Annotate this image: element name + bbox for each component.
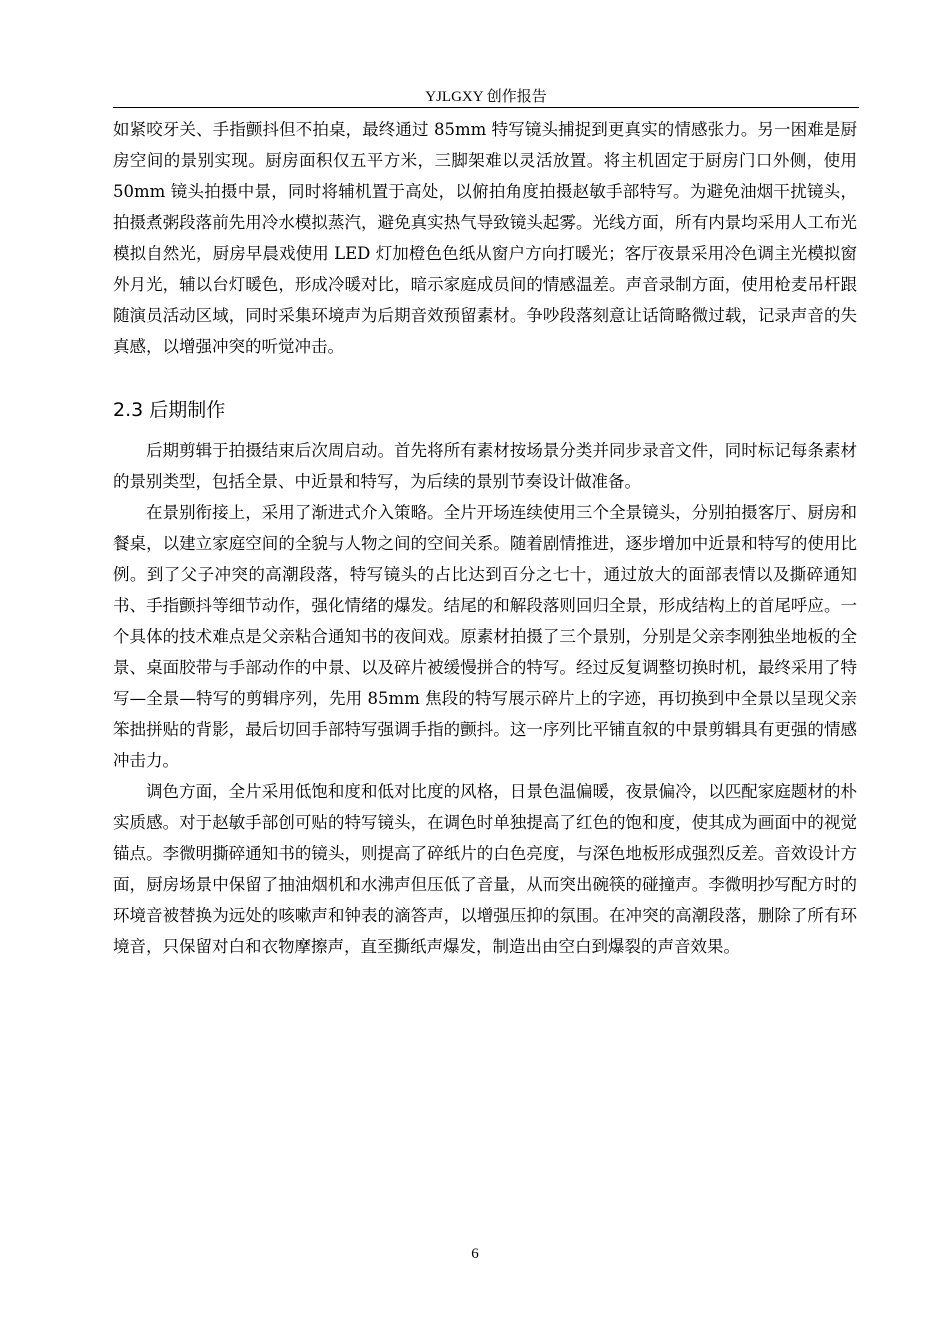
body-paragraph: 调色方面，全片采用低饱和度和低对比度的风格，日景色温偏暖，夜景偏冷，以匹配家庭题材的朴实质感。对于赵敏手部创可贴的特写镜头，在调色时单独提高了红色的饱和度，使其成为画面中的视觉锚点。李微明撕碎通知书的镜头，则提高了碎纸片的白色亮度，与深色地板形成强烈反差。音效设计方面，厨房场景中保留了抽油烟机和水沸声但压低了音量，从而突出碗筷的碰撞声。李微明抄写配方时的环境音被替换为远处的咳嗽声和钟表的滴答声，以增强压抑的氛围。在冲突的高潮段落，删除了所有环境音，只保留对白和衣物摩擦声，直至撕纸声爆发，制造出由空白到爆裂的声音效果。 bbox=[113, 782, 857, 956]
section-heading: 2.3 后期制作 bbox=[113, 399, 226, 421]
body-paragraph: 在景别衔接上，采用了渐进式介入策略。全片开场连续使用三个全景镜头，分别拍摄客厅、厨房和餐桌，以建立家庭空间的全貌与人物之间的空间关系。随着剧情推进，逐步增加中近景和特写的使用比例。到了父子冲突的高潮段落，特写镜头的占比达到百分之七十，通过放大的面部表情以及撕碎通知书、手指颤抖等细节动作，强化情绪的爆发。结尾的和解段落则回归全景，形成结构上的首尾呼应。一个具体的技术难点是父亲粘合通知书的夜间戏。原素材拍摄了三个景别，分别是父亲李刚独坐地板的全景、桌面胶带与手部动作的中景、以及碎片被缓慢拼合的特写。经过反复调整切换时机，最终采用了特写—全景—特写的剪辑序列，先用 85mm 焦段的特写展示碎片上的字迹，再切换到中全景以呈现父亲笨拙拼贴的背影，最后切回手部特写强调手指的颤抖。这一序列比平铺直叙的中景剪辑具有更强的情感冲击力。 bbox=[113, 503, 857, 770]
page-number: 6 bbox=[471, 1246, 479, 1262]
page-header: YJLGXY 创作报告 bbox=[425, 89, 547, 105]
header-rule bbox=[113, 107, 859, 108]
body-paragraph: 后期剪辑于拍摄结束后次周启动。首先将所有素材按场景分类并同步录音文件，同时标记每条素材的景别类型，包括全景、中近景和特写，为后续的景别节奏设计做准备。 bbox=[113, 441, 857, 491]
continued-paragraph: 如紧咬牙关、手指颤抖但不拍桌，最终通过 85mm 特写镜头捕捉到更真实的情感张力。另一困难是厨房空间的景别实现。厨房面积仅五平方米，三脚架难以灵活放置。将主机固定于厨房门口外侧，使用 50mm 镜头拍摄中景，同时将辅机置于高处，以俯拍角度拍摄赵敏手部特写。为避免油烟干扰镜头，拍摄煮粥段落前先用冷水模拟蒸汽，避免真实热气导致镜头起雾。光线方面，所有内景均采用人工布光模拟自然光，厨房早晨戏使用 LED 灯加橙色色纸从窗户方向打暖光；客厅夜景采用冷色调主光模拟窗外月光，辅以台灯暖色，形成冷暖对比，暗示家庭成员间的情感温差。声音录制方面，使用枪麦吊杆跟随演员活动区域，同时采集环境声为后期音效预留素材。争吵段落刻意让话筒略微过载，记录声音的失真感，以增强冲突的听觉冲击。 bbox=[113, 120, 857, 356]
page-body bbox=[113, 114, 857, 962]
